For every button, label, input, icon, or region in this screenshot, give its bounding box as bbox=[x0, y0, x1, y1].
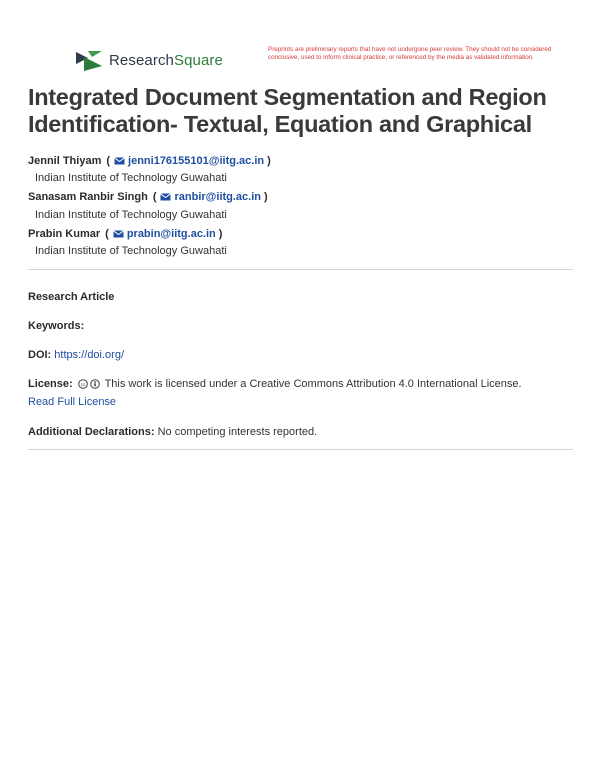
article-type bbox=[28, 288, 578, 306]
paren-open: ( bbox=[106, 154, 111, 167]
article-type-label: Research Article bbox=[28, 291, 115, 303]
author-list bbox=[28, 152, 578, 262]
doi-label: DOI: bbox=[28, 349, 52, 361]
author-name: Jennil Thiyam bbox=[28, 154, 102, 167]
doi-link[interactable]: https://doi.org/ bbox=[54, 349, 125, 361]
license-text: This work is licensed under a Creative Commons Attribution 4.0 International License. bbox=[104, 378, 522, 390]
keywords-label: Keywords: bbox=[28, 320, 85, 332]
divider bbox=[28, 449, 573, 450]
logo-text-square: Square bbox=[174, 51, 223, 69]
license-label: License: bbox=[28, 378, 73, 390]
logo-text-research: Research bbox=[109, 51, 174, 69]
keywords bbox=[28, 317, 578, 335]
author-entry bbox=[28, 189, 578, 226]
paren-close: ) bbox=[218, 227, 223, 240]
envelope-icon bbox=[114, 157, 125, 165]
svg-text:cc: cc bbox=[80, 382, 85, 388]
envelope-icon bbox=[113, 230, 124, 238]
preprint-disclaimer: Preprints are preliminary reports that have not undergone peer review. They should not be considered conclusive, used to inform clinical practice, or referenced by the media as validated information. bbox=[268, 46, 552, 61]
declarations-label: Additional Declarations: bbox=[28, 426, 155, 438]
declarations-line bbox=[28, 423, 578, 441]
paren-close: ) bbox=[264, 191, 268, 203]
cc-icon bbox=[78, 379, 88, 389]
research-square-logo-icon bbox=[74, 49, 104, 71]
license-block bbox=[28, 375, 578, 411]
author-email-link[interactable]: ranbir@iitg.ac.in bbox=[174, 191, 262, 203]
paren-open: ( bbox=[152, 191, 157, 203]
author-email-link[interactable]: jenni176155101@iitg.ac.in bbox=[128, 154, 265, 167]
read-full-license-link[interactable]: Read Full License bbox=[28, 396, 117, 408]
divider bbox=[28, 269, 573, 270]
research-square-logo[interactable] bbox=[74, 48, 223, 72]
author-affiliation: Indian Institute of Technology Guwahati bbox=[35, 208, 227, 221]
author-affiliation: Indian Institute of Technology Guwahati bbox=[35, 245, 227, 257]
author-email-link[interactable]: prabin@iitg.ac.in bbox=[126, 227, 216, 240]
paper-title: Integrated Document Segmentation and Region Identification- Textual, Equation and Graphical bbox=[28, 84, 547, 137]
author-entry bbox=[28, 225, 578, 262]
doi-line bbox=[28, 346, 578, 364]
declarations-text: No competing interests reported. bbox=[157, 426, 318, 438]
paren-close: ) bbox=[267, 154, 271, 167]
envelope-icon bbox=[160, 193, 171, 201]
author-name: Prabin Kumar bbox=[28, 227, 101, 240]
author-affiliation: Indian Institute of Technology Guwahati bbox=[35, 172, 227, 184]
paren-open: ( bbox=[105, 227, 109, 240]
author-name: Sanasam Ranbir Singh bbox=[28, 191, 148, 203]
cc-badge bbox=[78, 379, 100, 389]
attribution-icon bbox=[90, 379, 100, 389]
author-entry bbox=[28, 152, 578, 189]
logo-text bbox=[109, 52, 223, 69]
